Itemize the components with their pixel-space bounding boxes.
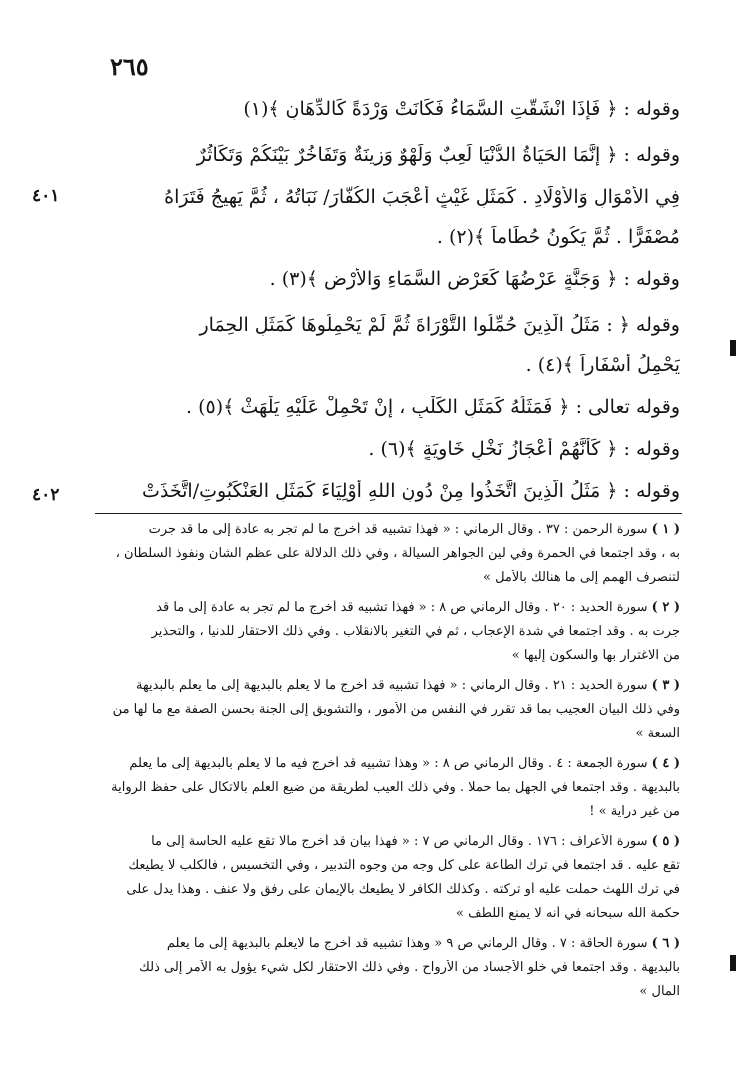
footnote-line: لتنصرف الهمم إلى ما هنالك بالأمل » bbox=[483, 570, 680, 585]
main-line: وقوله : ﴿ فَإِذَا انْشَقَّتِ السَّمَاءُ فَكَانَتْ وَرْدَةً كَالدِّهَانِ ﴾(١) bbox=[243, 98, 680, 120]
footnote-line: بالبديهة . وقد اجتمعا في خلو الأجساد من الأرواح . وفي ذلك الاحتقار لكل شيء يؤول به الأمر إلى ذلك bbox=[139, 960, 680, 975]
margin-number-401: ٤٠١ bbox=[32, 186, 60, 206]
footnote-text: سورة الحديد : ٢٠ . وقال الرماني ص ٨ : « فهذا تشبيه قد أخرج ما لم تجر به عادة إلى ما قد bbox=[156, 600, 648, 615]
footnote-line: المآل » bbox=[639, 984, 680, 999]
main-line: وقوله : ﴿ إِنَّمَا الحَيَاةُ الدُّنْيَا لَعِبٌ وَلَهْوٌ وَزِينَةٌ وَتَفَاخُرٌ بَيْنَكُمْ وَتَكَاثُرٌ bbox=[196, 144, 680, 166]
side-mark bbox=[730, 955, 736, 971]
footnote-divider bbox=[95, 513, 682, 514]
footnote-line bbox=[100, 936, 680, 951]
main-line: وقوله تعالى : ﴿ فَمَثَلُهُ كَمَثَلِ الكَلْبِ ، إِنْ تَحْمِلْ عَلَيْهِ يَلْهَثْ ﴾(٥) . bbox=[186, 396, 680, 418]
footnote-line: من غير دراية » ! bbox=[589, 804, 680, 819]
footnote-line: وفي ذلك البيان العجيب بما قد تقرر في النفس من الأمور ، والتشويق إلى الجنة بحسن الصفة مع ما لها من bbox=[112, 702, 680, 717]
side-mark bbox=[730, 340, 736, 356]
footnote-number: ( ٤ ) bbox=[651, 756, 680, 771]
footnote-text: سورة الرحمن : ٣٧ . وقال الرماني : « فهذا تشبيه قد أخرج ما لم تجر به عادة إلى ما قد جرت bbox=[148, 522, 648, 537]
footnote-line: جرت به . وقد اجتمعا في شدة الإعجاب ، ثم في التغير بالانقلاب . وفي ذلك الاحتقار للدنيا ، والتحذير bbox=[151, 624, 680, 639]
main-line: فِي الأَمْوَالِ وَالأَوْلَادِ . كَمَثَلِ غَيْثٍ أَعْجَبَ الكُفَّارَ/ نَبَاتُهُ ، ثُمَّ يَهِيجُ فَتَرَاهُ bbox=[164, 186, 680, 208]
footnote-text: سورة الجمعة : ٤ . وقال الرماني ص ٨ : « وهذا تشبيه قد أخرج فيه ما لا يعلم بالبديهة إلى ما يعلم bbox=[129, 756, 648, 771]
footnote-text: سورة الأعراف : ١٧٦ . وقال الرماني ص ٧ : « فهذا بيان قد أخرج مالا تقع عليه الحاسة إلى ما bbox=[151, 834, 648, 849]
main-line: وقوله : ﴿ وَجَنَّةٍ عَرْضُهَا كَعَرْضِ السَّمَاءِ وَالأَرْضِ ﴾(٣) . bbox=[269, 268, 680, 290]
footnote-number: ( ٥ ) bbox=[651, 834, 680, 849]
footnote-number: ( ٣ ) bbox=[651, 678, 680, 693]
footnote-line: من الاغترار بها والسكون إليها » bbox=[511, 648, 680, 663]
main-line: وقوله : ﴿ مَثَلُ الَّذِينَ اتَّخَذُوا مِنْ دُونِ اللهِ أَوْلِيَاءَ كَمَثَلِ العَنْكَبُوتِ/اتَّخَذَتْ bbox=[142, 480, 680, 502]
footnote-line: به ، وقد اجتمعا في الحمرة وفي لين الجواهر السيالة ، وفي ذلك الدلالة على عظم الشأن ونفوذ السلطان ، bbox=[115, 546, 680, 561]
footnote-line: تقع عليه . قد اجتمعا في ترك الطاعة على كل وجه من وجوه التدبير ، وفي التخسيس ، فالكلب لا يطيعك bbox=[128, 858, 680, 873]
page-number: ٢٦٥ bbox=[110, 52, 149, 81]
main-line: مُصْفَرًّا . ثُمَّ يَكُونُ حُطَاماً ﴾(٢) . bbox=[436, 226, 680, 248]
footnote-number: ( ١ ) bbox=[651, 522, 680, 537]
footnote-text: سورة الحاقة : ٧ . وقال الرماني ص ٩ « وهذا تشبيه قد أخرج ما لايعلم بالبديهة إلى ما يعلم bbox=[166, 936, 648, 951]
footnote-line: حكمة الله سبحانه في أنه لا يمنع اللطف » bbox=[456, 906, 680, 921]
footnote-line bbox=[100, 678, 680, 693]
main-line: وقوله : ﴿ كَأَنَّهُمْ أَعْجَازُ نَخْلٍ خَاوِيَةٍ ﴾(٦) . bbox=[368, 438, 680, 460]
footnote-line bbox=[100, 834, 680, 849]
footnote-line bbox=[100, 522, 680, 537]
footnote-line bbox=[100, 600, 680, 615]
footnote-line: بالبديهة . وقد اجتمعا في الجهل بما حملا . وفي ذلك العيب لطريقة من ضيع العلم بالاتكال على حفظ الرواية bbox=[111, 780, 680, 795]
main-line: يَحْمِلُ أَسْفَاراً ﴾(٤) . bbox=[525, 354, 680, 376]
footnote-line bbox=[100, 756, 680, 771]
footnote-line: في ترك اللهث حملت عليه أو تركته . وكذلك الكافر لا يطيعك بالإيمان على رفق ولا عنف . وهذا يدل على bbox=[126, 882, 680, 897]
footnote-line: السعة » bbox=[635, 726, 680, 741]
footnote-number: ( ٢ ) bbox=[651, 600, 680, 615]
margin-number-402: ٤٠٢ bbox=[32, 485, 60, 505]
main-line: وقوله ﴿ : مَثَلُ الَّذِينَ حُمِّلُوا التَّوْرَاةَ ثُمَّ لَمْ يَحْمِلُوهَا كَمَثَلِ الحِمَارِ bbox=[199, 314, 680, 336]
footnote-number: ( ٦ ) bbox=[651, 936, 680, 951]
footnote-text: سورة الحديد : ٢١ . وقال الرماني : « فهذا تشبيه قد أخرج ما لا يعلم بالبديهة إلى ما يعلم بالبديهة bbox=[136, 678, 648, 693]
